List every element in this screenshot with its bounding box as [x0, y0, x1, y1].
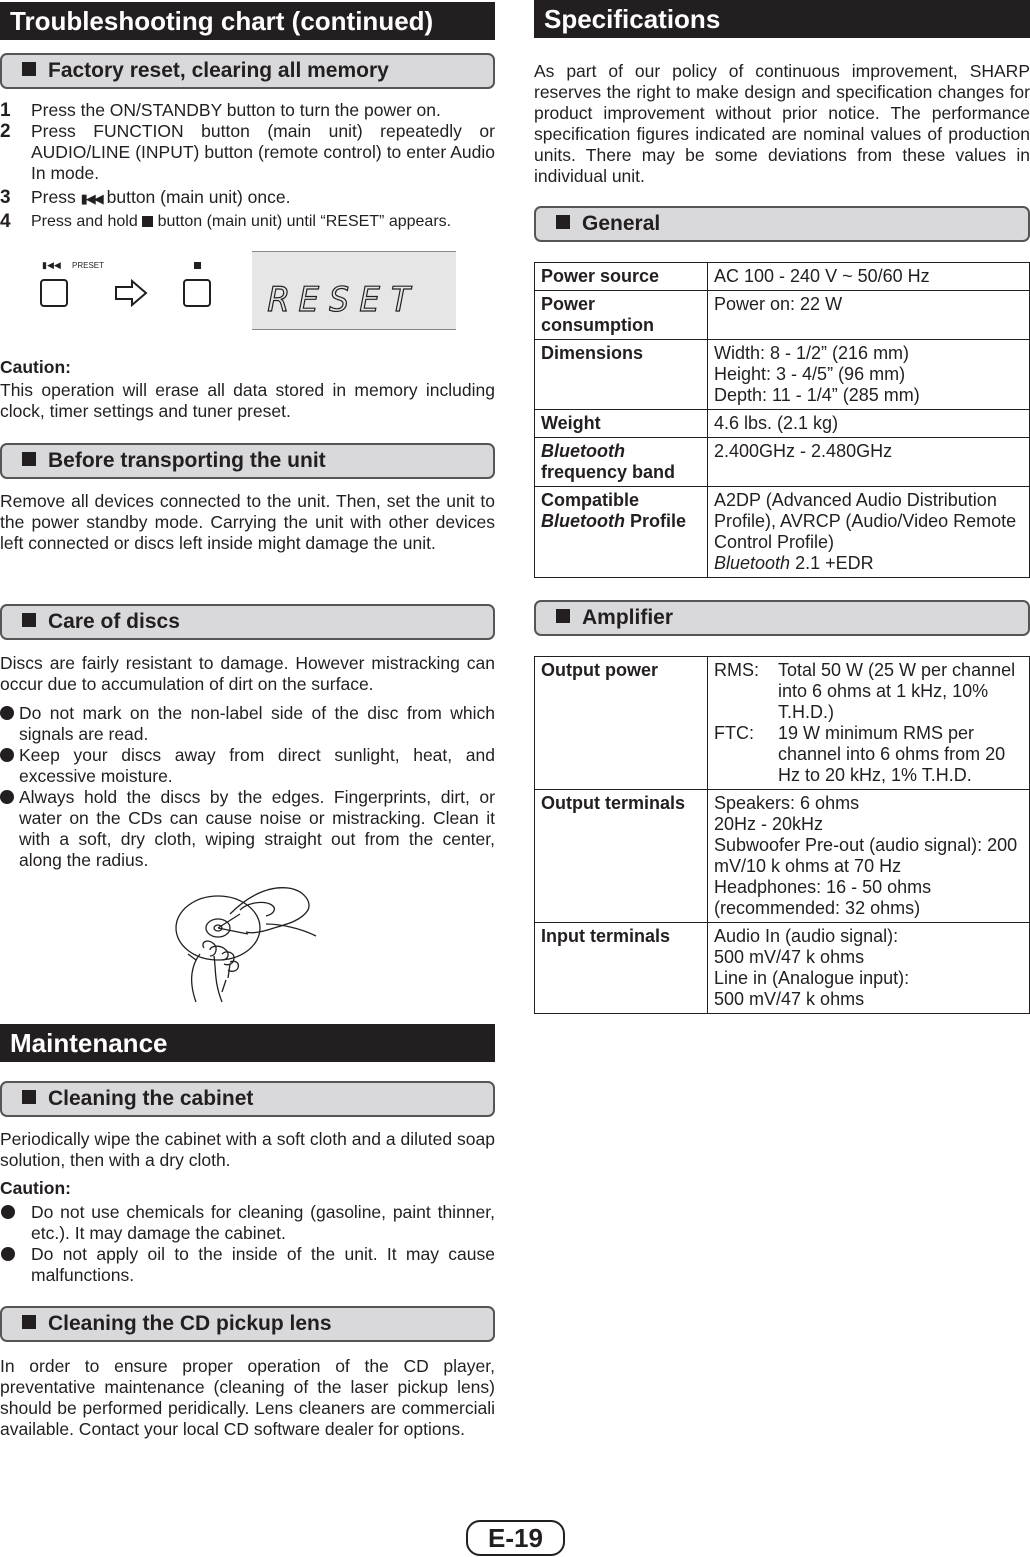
list-item-text: Keep your discs away from direct sunlight, heat, and excessive moisture.: [19, 745, 495, 786]
spec-value: [708, 923, 1030, 1014]
rms-label: RMS:: [714, 660, 759, 680]
lcd-text: RESET: [268, 280, 421, 320]
ftc-label: FTC:: [714, 723, 754, 743]
cabinet-bullets: [0, 1202, 495, 1286]
table-row: [535, 291, 1030, 340]
spec-key: [535, 487, 708, 578]
cabinet-text: Periodically wipe the cabinet with a soft cloth and a diluted soap solution, then with a dry cloth.: [0, 1129, 495, 1170]
spec-line: 500 mV/47 k ohms: [714, 989, 865, 1009]
bullet-icon: [0, 790, 14, 804]
preset-button-icon: [40, 279, 68, 307]
square-bullet-icon: [22, 62, 36, 76]
square-bullet-icon: [22, 1315, 36, 1329]
general-heading-text: General: [582, 212, 661, 235]
caution-label: Caution:: [0, 1178, 71, 1198]
spec-line: Subwoofer Pre-out (audio signal): 200 mV/10 k ohms at 70 Hz: [714, 835, 1018, 876]
general-spec-table: [534, 262, 1030, 578]
discs-intro: Discs are fairly resistant to damage. However mistracking can occur due to accumulation of dirt on the surface.: [0, 653, 495, 694]
bullet-icon: [0, 748, 14, 762]
spec-line: A2DP (Advanced Audio Distribution Profile), AVRCP (Audio/Video Remote Control Profile): [714, 490, 1017, 552]
maintenance-title: Maintenance: [0, 1024, 495, 1062]
spec-value: Power on: 22 W: [708, 291, 1030, 340]
spec-rest: 2.1 +EDR: [790, 553, 874, 573]
discs-heading: [0, 604, 495, 640]
spec-line: 20Hz - 20kHz: [714, 814, 824, 834]
step-number: 4: [0, 211, 11, 232]
page-number: E-19: [466, 1520, 565, 1556]
spec-key-rest: frequency band: [541, 462, 676, 482]
list-item: [0, 1244, 495, 1286]
step-2: [0, 121, 495, 184]
spec-line: Height: 3 - 4/5” (96 mm): [714, 364, 906, 384]
previous-icon: ▮◀◀: [42, 260, 61, 270]
preset-label: PRESET: [72, 261, 105, 270]
step-number: 1: [0, 100, 11, 121]
step-3: [0, 187, 495, 209]
stop-icon: [194, 262, 201, 269]
step-number: 2: [0, 121, 11, 142]
square-bullet-icon: [22, 452, 36, 466]
spec-key-line: Compatible: [541, 490, 640, 510]
spec-line: 500 mV/47 k ohms: [714, 947, 865, 967]
spec-key: Dimensions: [535, 340, 708, 410]
transport-text: Remove all devices connected to the unit. Then, set the unit to the power standby mode. Carrying the unit with other devices left connected or discs left inside might damage the unit.: [0, 491, 495, 553]
step-number: 3: [0, 187, 11, 208]
caution-text: This operation will erase all data stored in memory including clock, timer settings and tuner preset.: [0, 380, 495, 421]
amplifier-spec-table: [534, 656, 1030, 1014]
step-1: [0, 100, 495, 121]
table-row: [535, 790, 1030, 923]
lens-text: In order to ensure proper operation of the CD player, preventative maintenance (cleaning of the laser pickup lens) should be performed peridically. Lens cleaners are commerciali available. Contact your local CD software dealer for options.: [0, 1356, 495, 1439]
spec-line: Headphones: 16 - 50 ohms (recommended: 32 ohms): [714, 877, 932, 918]
table-row: [535, 487, 1030, 578]
table-row: [535, 410, 1030, 438]
step-4: [0, 211, 495, 232]
spec-value: [708, 487, 1030, 578]
list-item-text: Do not use chemicals for cleaning (gasoline, paint thinner, etc.). It may damage the cabinet.: [31, 1202, 495, 1243]
spec-line: Audio In (audio signal):: [714, 926, 899, 946]
general-heading: [534, 206, 1030, 242]
step-text-pre: Press: [31, 187, 81, 207]
cabinet-heading-text: Cleaning the cabinet: [48, 1087, 254, 1110]
square-bullet-icon: [22, 613, 36, 627]
discs-bullets: [0, 703, 495, 871]
list-item: [0, 787, 495, 871]
lcd-display: [252, 251, 456, 330]
spec-line: Speakers: 6 ohms: [714, 793, 860, 813]
spec-key: Output power: [535, 657, 708, 790]
spec-key: Power source: [535, 263, 708, 291]
step-text-post: button (main unit) once.: [101, 187, 291, 207]
square-bullet-icon: [556, 215, 570, 229]
arrow-right-icon: [114, 279, 148, 307]
spec-italic: Bluetooth: [714, 553, 791, 573]
list-item: [0, 745, 495, 787]
previous-icon: ▮◀◀: [80, 191, 102, 206]
spec-key: [535, 438, 708, 487]
factory-reset-steps: [0, 100, 495, 232]
spec-key: Weight: [535, 410, 708, 438]
lens-heading-text: Cleaning the CD pickup lens: [48, 1312, 332, 1335]
square-bullet-icon: [556, 609, 570, 623]
spec-key-italic: Bluetooth: [541, 441, 625, 461]
lens-heading: [0, 1306, 495, 1342]
table-row: [535, 263, 1030, 291]
spec-key: Input terminals: [535, 923, 708, 1014]
specifications-title: Specifications: [534, 0, 1030, 38]
spec-key-rest: Profile: [624, 511, 686, 531]
spec-value: [708, 340, 1030, 410]
spec-key-italic: Bluetooth: [541, 511, 625, 531]
step-text-post: button (main unit) until “RESET” appears.: [153, 213, 452, 230]
bullet-icon: [0, 706, 14, 720]
square-bullet-icon: [22, 1090, 36, 1104]
cabinet-heading: [0, 1081, 495, 1117]
list-item-text: Always hold the discs by the edges. Fingerprints, dirt, or water on the CDs can cause noise or mistracking. Clean it with a soft, dry cloth, wiping straight out from the center, along the radius.: [19, 787, 495, 870]
transport-heading: [0, 443, 495, 479]
table-row: [535, 923, 1030, 1014]
table-row: [535, 657, 1030, 790]
spec-value: AC 100 - 240 V ~ 50/60 Hz: [708, 263, 1030, 291]
spec-value: 4.6 lbs. (2.1 kg): [708, 410, 1030, 438]
spec-value: [708, 657, 1030, 790]
ftc-value: 19 W minimum RMS per channel into 6 ohms from 20 Hz to 20 kHz, 1% T.H.D.: [778, 723, 1006, 785]
table-row: [535, 438, 1030, 487]
spec-value: 2.400GHz - 2.480GHz: [708, 438, 1030, 487]
stop-icon: [142, 216, 153, 227]
spec-line: Width: 8 - 1/2” (216 mm): [714, 343, 910, 363]
output-power-grid: [714, 660, 1023, 786]
spec-line: Depth: 11 - 1/4” (285 mm): [714, 385, 920, 405]
spec-key: Power consumption: [535, 291, 708, 340]
stop-button-icon: [183, 279, 211, 307]
rms-value: Total 50 W (25 W per channel into 6 ohms at 1 kHz, 10% T.H.D.): [778, 660, 1016, 722]
list-item: [0, 703, 495, 745]
amplifier-heading-text: Amplifier: [582, 606, 674, 629]
spec-value: [708, 790, 1030, 923]
amplifier-heading: [534, 600, 1030, 636]
factory-reset-heading-text: Factory reset, clearing all memory: [48, 59, 389, 82]
transport-heading-text: Before transporting the unit: [48, 449, 326, 472]
caution-label: Caution:: [0, 357, 71, 377]
specifications-intro: As part of our policy of continuous improvement, SHARP reserves the right to make design and specification changes for product improvement without prior notice. The performance specification figures indicated are nominal values of production units. There may be some deviations from these values in individual unit.: [534, 61, 1030, 186]
spec-line: [714, 553, 1023, 574]
list-item: [0, 1202, 495, 1244]
step-text-pre: Press and hold: [31, 213, 143, 230]
table-row: [535, 340, 1030, 410]
bullet-icon: [1, 1247, 15, 1261]
step-text: Press FUNCTION button (main unit) repeatedly or AUDIO/LINE (INPUT) button (remote control) to enter Audio In mode.: [31, 121, 495, 183]
list-item-text: Do not apply oil to the inside of the unit. It may cause malfunctions.: [31, 1244, 495, 1285]
discs-heading-text: Care of discs: [48, 610, 180, 633]
troubleshooting-title: Troubleshooting chart (continued): [0, 2, 495, 40]
step-text: Press the ON/STANDBY button to turn the power on.: [31, 100, 441, 120]
list-item-text: Do not mark on the non-label side of the disc from which signals are read.: [19, 703, 495, 744]
spec-key: Output terminals: [535, 790, 708, 923]
factory-reset-heading: [0, 53, 495, 89]
disc-cleaning-illustration: [170, 884, 320, 1006]
spec-line: Line in (Analogue input):: [714, 968, 910, 988]
bullet-icon: [1, 1205, 15, 1219]
